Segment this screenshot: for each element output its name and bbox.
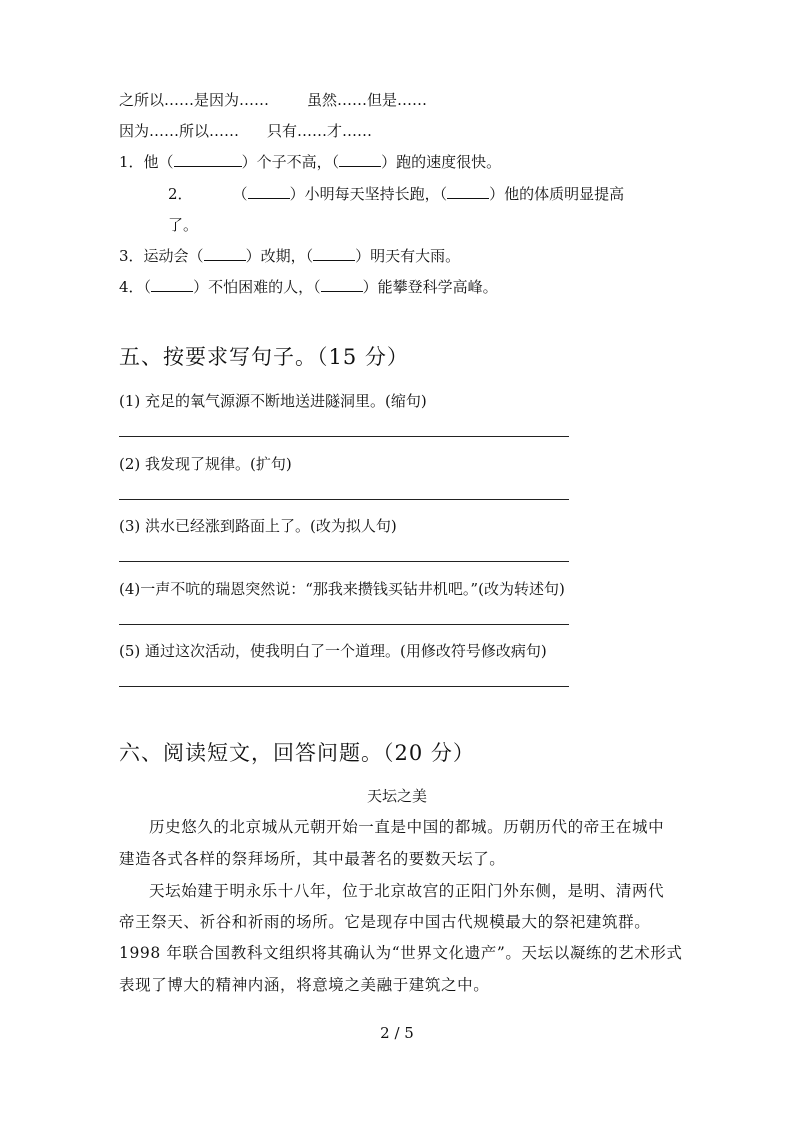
blank[interactable] bbox=[447, 184, 489, 199]
blank[interactable] bbox=[248, 184, 290, 199]
question-1: (1) 充足的氧气源源不断地送进隧洞里。(缩句) bbox=[119, 392, 427, 410]
fill-item-1: 1．他（ ）个子不高，（ ）跑的速度很快。 bbox=[119, 153, 502, 171]
passage-line: 天坛始建于明永乐十八年，位于北京故宫的正阳门外东侧，是明、清两代 bbox=[149, 882, 665, 900]
passage-line: 历史悠久的北京城从元朝开始一直是中国的都城。历朝历代的帝王在城中 bbox=[149, 818, 665, 836]
fill-item-2: 2． （ ）小明每天坚持长跑，（ ）他的体质明显提高 bbox=[168, 185, 625, 203]
fill-item-3: 3．运动会（ ）改期，（ ）明天有大雨。 bbox=[119, 247, 461, 265]
fill-item-2-cont: 了。 bbox=[168, 216, 199, 234]
connective-row-2 bbox=[119, 121, 372, 141]
question-4: (4)一声不吭的瑞恩突然说：“那我来攒钱买钻井机吧。”(改为转述句) bbox=[119, 580, 565, 598]
answer-line-3[interactable] bbox=[119, 561, 569, 562]
passage-title: 天坛之美 bbox=[366, 787, 427, 805]
connective-text: 只有……才…… bbox=[267, 122, 373, 140]
passage-line: 表现了博大的精神内涵，将意境之美融于建筑之中。 bbox=[119, 976, 490, 994]
connective-row-1 bbox=[119, 90, 427, 110]
blank[interactable] bbox=[313, 246, 355, 261]
blank[interactable] bbox=[174, 152, 242, 167]
question-5: (5) 通过这次活动，使我明白了一个道理。(用修改符号修改病句) bbox=[119, 642, 547, 660]
passage-line: 建造各式各样的祭拜场所，其中最著名的要数天坛了。 bbox=[119, 850, 506, 868]
connective-text: 虽然……但是…… bbox=[307, 91, 428, 109]
question-2: (2) 我发现了规律。(扩句) bbox=[119, 455, 292, 473]
blank[interactable] bbox=[321, 277, 363, 292]
connective-text: 之所以……是因为…… bbox=[119, 91, 270, 109]
answer-line-1[interactable] bbox=[119, 436, 569, 437]
blank[interactable] bbox=[339, 152, 381, 167]
blank[interactable] bbox=[151, 277, 193, 292]
passage-line: 帝王祭天、祈谷和祈雨的场所。它是现存中国古代规模最大的祭祀建筑群。 bbox=[119, 913, 651, 931]
section-6-heading: 六、阅读短文，回答问题。（20 分） bbox=[119, 741, 475, 765]
blank[interactable] bbox=[204, 246, 246, 261]
fill-item-4: 4．（ ）不怕困难的人，（ ）能攀登科学高峰。 bbox=[119, 278, 498, 296]
answer-line-2[interactable] bbox=[119, 499, 569, 500]
page-number: 2 / 5 bbox=[380, 1024, 414, 1042]
answer-line-5[interactable] bbox=[119, 686, 569, 687]
section-5-heading: 五、按要求写句子。（15 分） bbox=[119, 345, 409, 369]
passage-line: 1998 年联合国教科文组织将其确认为“世界文化遗产”。天坛以凝练的艺术形式 bbox=[119, 944, 683, 962]
answer-line-4[interactable] bbox=[119, 624, 569, 625]
question-3: (3) 洪水已经涨到路面上了。(改为拟人句) bbox=[119, 517, 397, 535]
connective-text: 因为……所以…… bbox=[119, 122, 240, 140]
